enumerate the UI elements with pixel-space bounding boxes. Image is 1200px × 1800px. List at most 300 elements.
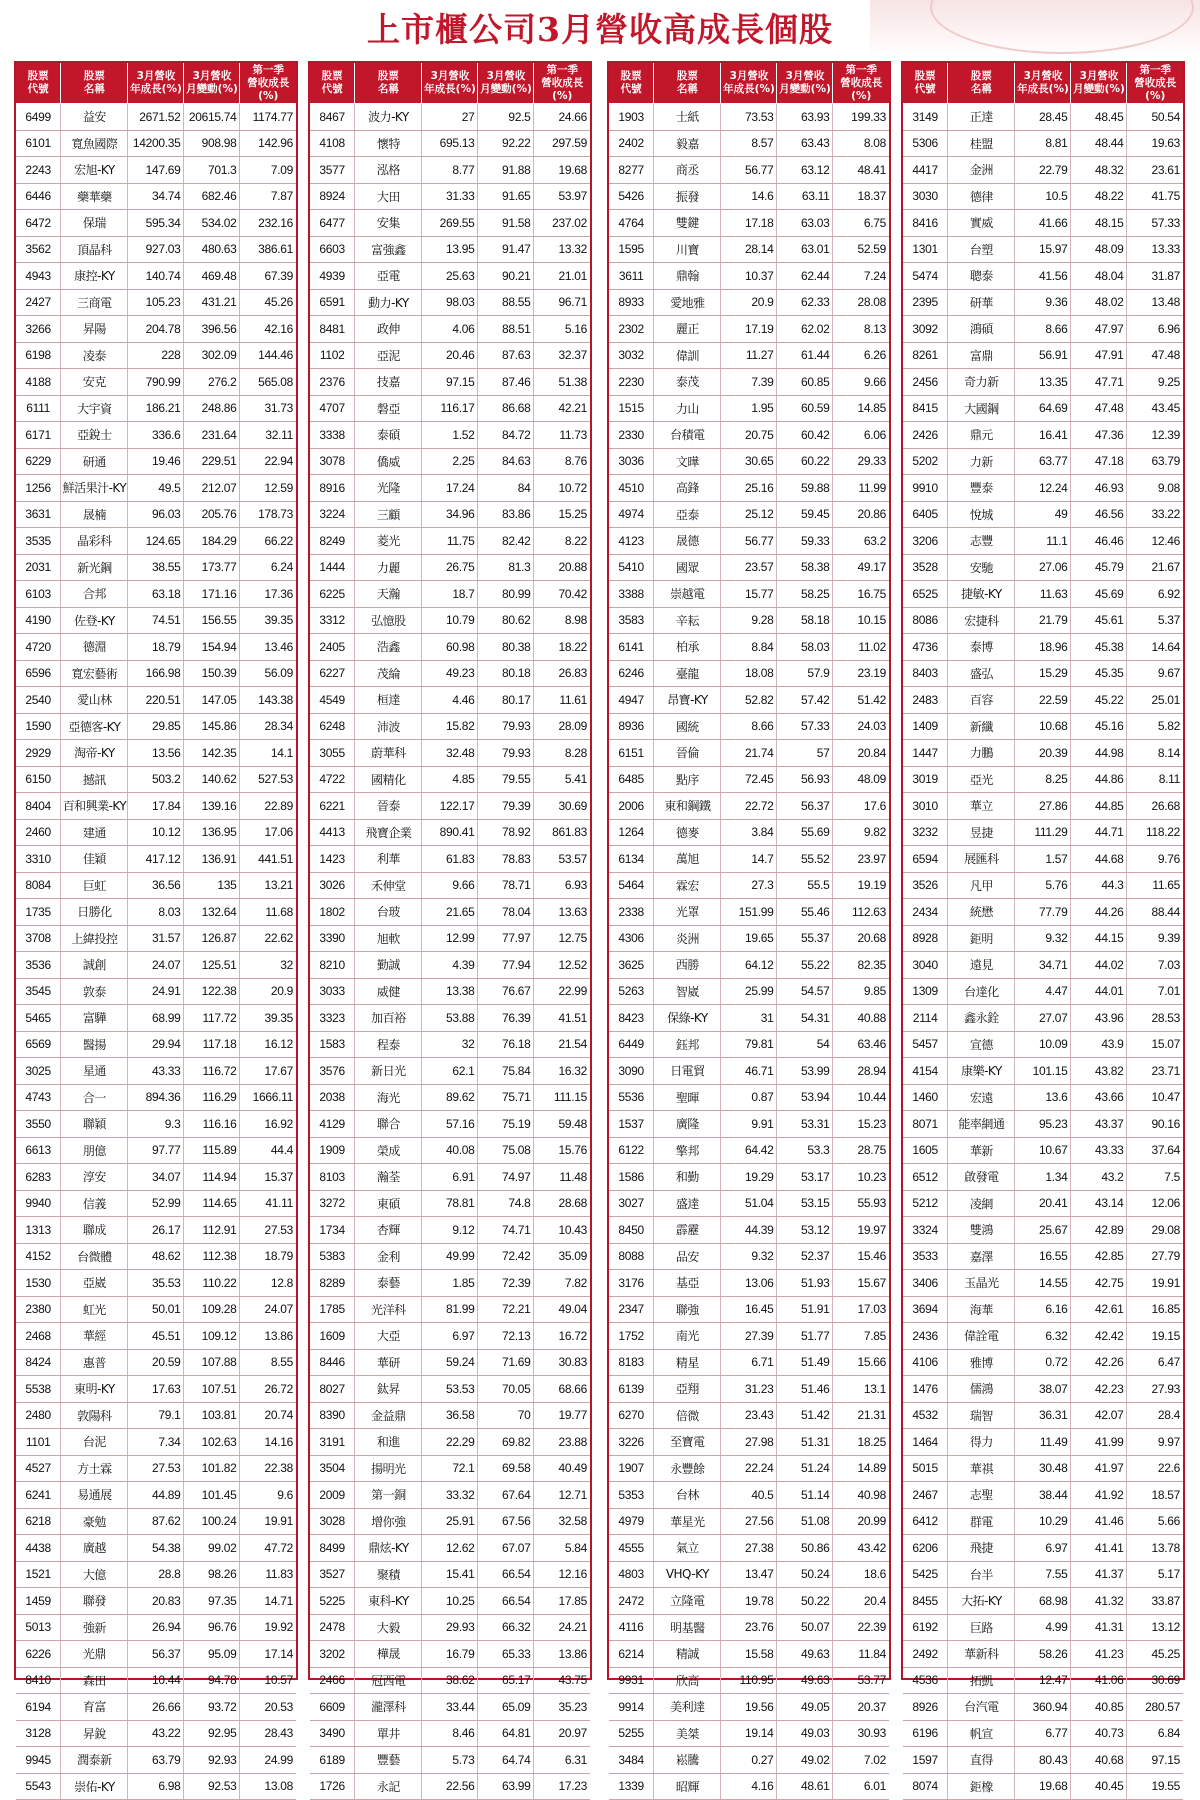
stock-code: 3176: [609, 1270, 654, 1297]
stock-code: 3324: [903, 1217, 948, 1244]
stock-code: 2114: [903, 1005, 948, 1032]
march-yoy: 21.74: [721, 740, 777, 767]
stock-code: 8249: [310, 528, 355, 555]
q1-growth: 9.97: [1127, 1429, 1183, 1456]
table-row: [16, 1641, 296, 1668]
march-mom: 77.97: [478, 925, 534, 952]
table-row: [903, 687, 1183, 714]
q1-growth: 6.47: [1127, 1349, 1183, 1376]
march-mom: 41.41: [1071, 1535, 1127, 1562]
stock-code: 1726: [310, 1773, 355, 1800]
march-yoy: 19.78: [721, 1588, 777, 1615]
q1-growth: 20.53: [240, 1694, 296, 1721]
march-mom: 88.51: [478, 316, 534, 343]
march-mom: 72.21: [478, 1296, 534, 1323]
march-mom: 72.42: [478, 1243, 534, 1270]
q1-growth: 6.93: [534, 872, 590, 899]
march-mom: 56.93: [777, 766, 833, 793]
march-yoy: 29.85: [128, 713, 184, 740]
table-row: [609, 899, 889, 926]
march-mom: 63.93: [777, 104, 833, 131]
march-yoy: 8.84: [721, 634, 777, 661]
q1-growth: 6.01: [833, 1773, 889, 1800]
table-row: [903, 236, 1183, 263]
stock-code: 5474: [903, 263, 948, 290]
march-yoy: 4.99: [1015, 1614, 1071, 1641]
stock-code: 6151: [609, 740, 654, 767]
march-mom: 80.38: [478, 634, 534, 661]
table-row: [609, 1402, 889, 1429]
march-yoy: 8.66: [721, 713, 777, 740]
stock-code: 8423: [609, 1005, 654, 1032]
stock-name: 倍微: [654, 1402, 721, 1429]
stock-code: 3032: [609, 342, 654, 369]
march-yoy: 8.57: [721, 130, 777, 157]
q1-growth: 527.53: [240, 766, 296, 793]
table-row: [609, 475, 889, 502]
stock-code: 6591: [310, 289, 355, 316]
table-row: [903, 1296, 1183, 1323]
stock-name: 新日光: [355, 1058, 422, 1085]
march-mom: 57: [777, 740, 833, 767]
march-mom: 51.77: [777, 1323, 833, 1350]
stock-name: 正達: [948, 104, 1015, 131]
stock-code: 1476: [903, 1376, 948, 1403]
march-mom: 51.42: [777, 1402, 833, 1429]
stock-code: 8103: [310, 1164, 355, 1191]
q1-growth: 12.39: [1127, 422, 1183, 449]
stock-name: 茂綸: [355, 660, 422, 687]
table-row: [609, 1614, 889, 1641]
stock-name: 展匯科: [948, 846, 1015, 873]
march-mom: 173.77: [184, 554, 240, 581]
march-mom: 41.97: [1071, 1455, 1127, 1482]
table-row: [16, 1349, 296, 1376]
march-yoy: 9.66: [422, 872, 478, 899]
table-row: [16, 475, 296, 502]
stock-code: 6226: [16, 1641, 61, 1668]
q1-growth: 6.84: [1127, 1720, 1183, 1747]
q1-growth: 32: [240, 952, 296, 979]
table-row: [609, 369, 889, 396]
table-row: [310, 501, 590, 528]
q1-growth: 14.85: [833, 395, 889, 422]
table-row: [16, 899, 296, 926]
table-row: [609, 289, 889, 316]
q1-growth: 22.94: [240, 448, 296, 475]
march-mom: 534.02: [184, 210, 240, 237]
table-row: [903, 740, 1183, 767]
stock-name: 力新: [948, 448, 1015, 475]
stock-code: 2480: [16, 1402, 61, 1429]
march-mom: 48.32: [1071, 157, 1127, 184]
march-mom: 80.17: [478, 687, 534, 714]
stock-name: 能率網通: [948, 1111, 1015, 1138]
table-row: [609, 846, 889, 873]
stock-code: 6122: [609, 1137, 654, 1164]
table-row: [16, 1429, 296, 1456]
march-yoy: 0.87: [721, 1084, 777, 1111]
march-mom: 43.82: [1071, 1058, 1127, 1085]
march-mom: 53.94: [777, 1084, 833, 1111]
stock-code: 3312: [310, 607, 355, 634]
stock-code: 3028: [310, 1508, 355, 1535]
q1-growth: 28.53: [1127, 1005, 1183, 1032]
march-mom: 46.46: [1071, 528, 1127, 555]
q1-growth: 31.87: [1127, 263, 1183, 290]
table-row: [16, 448, 296, 475]
q1-growth: 9.08: [1127, 475, 1183, 502]
stock-name: 藥華藥: [61, 183, 128, 210]
stock-name: 佐登-KY: [61, 607, 128, 634]
q1-growth: 9.39: [1127, 925, 1183, 952]
q1-growth: 37.64: [1127, 1137, 1183, 1164]
march-mom: 45.16: [1071, 713, 1127, 740]
march-yoy: 10.5: [1015, 183, 1071, 210]
stock-name: 大田: [355, 183, 422, 210]
q1-growth: 28.09: [534, 713, 590, 740]
stock-name: 德淵: [61, 634, 128, 661]
table-row: [16, 157, 296, 184]
q1-growth: 17.14: [240, 1641, 296, 1668]
table-row: [609, 501, 889, 528]
stock-name: 崇越電: [654, 581, 721, 608]
stock-name: 德麥: [654, 819, 721, 846]
stock-name: 禾伸堂: [355, 872, 422, 899]
march-mom: 136.95: [184, 819, 240, 846]
march-mom: 69.58: [478, 1455, 534, 1482]
stock-code: 8928: [903, 925, 948, 952]
stock-code: 6594: [903, 846, 948, 873]
table-row: [16, 607, 296, 634]
march-mom: 63.03: [777, 210, 833, 237]
march-mom: 229.51: [184, 448, 240, 475]
q1-growth: 13.33: [1127, 236, 1183, 263]
march-mom: 48.44: [1071, 130, 1127, 157]
march-yoy: 19.14: [721, 1720, 777, 1747]
stock-code: 1309: [903, 978, 948, 1005]
march-yoy: 22.56: [422, 1773, 478, 1800]
stock-code: 3631: [16, 501, 61, 528]
table-row: [310, 1190, 590, 1217]
table-row: [16, 1508, 296, 1535]
march-yoy: 6.71: [721, 1349, 777, 1376]
table-row: [310, 183, 590, 210]
stock-name: 亞光: [948, 766, 1015, 793]
table-row: [903, 899, 1183, 926]
q1-growth: 19.15: [1127, 1323, 1183, 1350]
march-yoy: 29.93: [422, 1614, 478, 1641]
q1-growth: 11.84: [833, 1641, 889, 1668]
stock-name: 康控-KY: [61, 263, 128, 290]
stock-name: 文曄: [654, 448, 721, 475]
march-yoy: 14.6: [721, 183, 777, 210]
stock-code: 2230: [609, 369, 654, 396]
q1-growth: 17.06: [240, 819, 296, 846]
march-yoy: 38.44: [1015, 1482, 1071, 1509]
q1-growth: 12.06: [1127, 1190, 1183, 1217]
stock-code: 3090: [609, 1058, 654, 1085]
stock-code: 6613: [16, 1137, 61, 1164]
march-yoy: 13.35: [1015, 369, 1071, 396]
stock-code: 1102: [310, 342, 355, 369]
q1-growth: 17.03: [833, 1296, 889, 1323]
q1-growth: 280.57: [1127, 1694, 1183, 1721]
q1-growth: 8.76: [534, 448, 590, 475]
q1-growth: 13.78: [1127, 1535, 1183, 1562]
table-row: [310, 1641, 590, 1668]
march-yoy: 26.17: [128, 1217, 184, 1244]
table-row: [16, 342, 296, 369]
march-mom: 117.72: [184, 1005, 240, 1032]
q1-growth: 6.26: [833, 342, 889, 369]
march-mom: 41.32: [1071, 1588, 1127, 1615]
stock-code: 5353: [609, 1482, 654, 1509]
table-row: [609, 978, 889, 1005]
q1-growth: 18.25: [833, 1429, 889, 1456]
stock-name: 統懋: [948, 899, 1015, 926]
q1-growth: 7.87: [240, 183, 296, 210]
march-mom: 63.43: [777, 130, 833, 157]
march-yoy: 166.98: [128, 660, 184, 687]
march-mom: 44.26: [1071, 899, 1127, 926]
march-yoy: 62.1: [422, 1058, 478, 1085]
q1-growth: 237.02: [534, 210, 590, 237]
table-row: [16, 1535, 296, 1562]
table-row: [903, 1190, 1183, 1217]
table-row: [310, 660, 590, 687]
header-march-mom: 3月營收 月變動(%): [1071, 63, 1127, 104]
march-mom: 48.61: [777, 1773, 833, 1800]
march-mom: 44.01: [1071, 978, 1127, 1005]
stock-name: 朋億: [61, 1137, 128, 1164]
stock-code: 8410: [16, 1667, 61, 1694]
stock-code: 6241: [16, 1482, 61, 1509]
q1-growth: 63.46: [833, 1031, 889, 1058]
march-mom: 42.89: [1071, 1217, 1127, 1244]
q1-growth: 16.72: [534, 1323, 590, 1350]
table-row: [903, 634, 1183, 661]
march-mom: 45.35: [1071, 660, 1127, 687]
stock-code: 1460: [903, 1084, 948, 1111]
stock-name: 百容: [948, 687, 1015, 714]
table-row: [16, 1614, 296, 1641]
q1-growth: 9.76: [1127, 846, 1183, 873]
march-yoy: 24.07: [128, 952, 184, 979]
march-yoy: 19.68: [1015, 1773, 1071, 1800]
stock-name: 聯強: [654, 1296, 721, 1323]
table-row: [903, 1137, 1183, 1164]
march-mom: 154.94: [184, 634, 240, 661]
table-row: [609, 1773, 889, 1800]
q1-growth: 19.19: [833, 872, 889, 899]
stock-code: 4438: [16, 1535, 61, 1562]
stock-name: 金洲: [948, 157, 1015, 184]
march-yoy: 1.34: [1015, 1164, 1071, 1191]
march-yoy: 10.44: [128, 1667, 184, 1694]
stock-name: 泰藝: [355, 1270, 422, 1297]
q1-growth: 82.35: [833, 952, 889, 979]
stock-name: 華經: [61, 1323, 128, 1350]
march-yoy: 25.67: [1015, 1217, 1071, 1244]
table-row: [903, 263, 1183, 290]
march-mom: 64.74: [478, 1747, 534, 1774]
stock-code: 3536: [16, 952, 61, 979]
march-mom: 145.86: [184, 713, 240, 740]
stock-code: 1590: [16, 713, 61, 740]
table-row: [903, 130, 1183, 157]
march-yoy: 59.24: [422, 1349, 478, 1376]
stock-code: 1597: [903, 1747, 948, 1774]
q1-growth: 31.73: [240, 395, 296, 422]
stock-code: 8499: [310, 1535, 355, 1562]
stock-code: 3026: [310, 872, 355, 899]
march-mom: 64.81: [478, 1720, 534, 1747]
march-mom: 66.54: [478, 1588, 534, 1615]
march-mom: 65.09: [478, 1694, 534, 1721]
march-mom: 76.67: [478, 978, 534, 1005]
march-mom: 90.21: [478, 263, 534, 290]
table-row: [609, 1641, 889, 1668]
table-row: [609, 925, 889, 952]
march-yoy: 22.79: [1015, 157, 1071, 184]
stock-code: 6206: [903, 1535, 948, 1562]
stock-code: 6227: [310, 660, 355, 687]
stock-name: 研通: [61, 448, 128, 475]
table-row: [310, 1588, 590, 1615]
march-mom: 184.29: [184, 528, 240, 555]
stock-code: 2472: [609, 1588, 654, 1615]
table-row: [609, 1084, 889, 1111]
table-row: [609, 342, 889, 369]
q1-growth: 7.5: [1127, 1164, 1183, 1191]
march-yoy: 22.72: [721, 793, 777, 820]
q1-growth: 17.36: [240, 581, 296, 608]
table-row: [903, 978, 1183, 1005]
march-mom: 42.26: [1071, 1349, 1127, 1376]
stock-code: 2483: [903, 687, 948, 714]
march-yoy: 26.75: [422, 554, 478, 581]
march-mom: 67.56: [478, 1508, 534, 1535]
stock-name: 泰茂: [654, 369, 721, 396]
table-row: [903, 554, 1183, 581]
q1-growth: 28.68: [534, 1190, 590, 1217]
march-mom: 100.24: [184, 1508, 240, 1535]
q1-growth: 59.48: [534, 1111, 590, 1138]
table-row: [310, 554, 590, 581]
table-row: [609, 1720, 889, 1747]
stock-name: 炎洲: [654, 925, 721, 952]
march-mom: 101.82: [184, 1455, 240, 1482]
march-yoy: 28.45: [1015, 104, 1071, 131]
table-row: [903, 157, 1183, 184]
stock-name: 合一: [61, 1084, 128, 1111]
q1-growth: 6.75: [833, 210, 889, 237]
stock-name: 毅嘉: [654, 130, 721, 157]
stock-name: 上緯投控: [61, 925, 128, 952]
stock-code: 8289: [310, 1270, 355, 1297]
q1-growth: 386.61: [240, 236, 296, 263]
stock-code: 4510: [609, 475, 654, 502]
stock-name: 醫揚: [61, 1031, 128, 1058]
march-mom: 40.68: [1071, 1747, 1127, 1774]
stock-code: 2478: [310, 1614, 355, 1641]
march-yoy: 503.2: [128, 766, 184, 793]
table-row: [609, 236, 889, 263]
table-row: [609, 634, 889, 661]
table-row: [609, 1561, 889, 1588]
q1-growth: 19.91: [240, 1508, 296, 1535]
march-yoy: 15.97: [1015, 236, 1071, 263]
q1-growth: 16.32: [534, 1058, 590, 1085]
march-mom: 41.31: [1071, 1614, 1127, 1641]
stock-code: 8415: [903, 395, 948, 422]
march-yoy: 27.56: [721, 1508, 777, 1535]
q1-growth: 11.48: [534, 1164, 590, 1191]
march-mom: 55.5: [777, 872, 833, 899]
stock-name: 台塑: [948, 236, 1015, 263]
march-yoy: 122.17: [422, 793, 478, 820]
table-row: [903, 1164, 1183, 1191]
stock-code: 5263: [609, 978, 654, 1005]
q1-growth: 112.63: [833, 899, 889, 926]
march-yoy: 25.99: [721, 978, 777, 1005]
stock-name: 亞泥: [355, 342, 422, 369]
march-yoy: 27: [422, 104, 478, 131]
march-mom: 52.37: [777, 1243, 833, 1270]
march-mom: 95.09: [184, 1641, 240, 1668]
stock-code: 2330: [609, 422, 654, 449]
q1-growth: 14.16: [240, 1429, 296, 1456]
march-yoy: 36.31: [1015, 1402, 1071, 1429]
stock-name: 聯合: [355, 1111, 422, 1138]
march-mom: 59.33: [777, 528, 833, 555]
stock-name: 第一銅: [355, 1482, 422, 1509]
march-yoy: 17.24: [422, 475, 478, 502]
stock-name: 亞電: [355, 263, 422, 290]
march-yoy: 28.8: [128, 1561, 184, 1588]
stock-code: 6512: [903, 1164, 948, 1191]
table-row: [16, 1270, 296, 1297]
q1-growth: 7.01: [1127, 978, 1183, 1005]
march-mom: 43.14: [1071, 1190, 1127, 1217]
q1-growth: 13.86: [534, 1641, 590, 1668]
march-yoy: 38.55: [128, 554, 184, 581]
march-mom: 109.12: [184, 1323, 240, 1350]
stock-name: 川寶: [654, 236, 721, 263]
stock-name: 擎邦: [654, 1137, 721, 1164]
march-mom: 91.88: [478, 157, 534, 184]
march-yoy: 6.91: [422, 1164, 478, 1191]
march-mom: 47.36: [1071, 422, 1127, 449]
table-row: [310, 1773, 590, 1800]
table-panel-3: [607, 61, 891, 1794]
stock-code: 5015: [903, 1455, 948, 1482]
table-row: [310, 581, 590, 608]
q1-growth: 66.22: [240, 528, 296, 555]
march-yoy: 13.06: [721, 1270, 777, 1297]
march-mom: 42.42: [1071, 1323, 1127, 1350]
stock-code: 4943: [16, 263, 61, 290]
stock-name: 大億: [61, 1561, 128, 1588]
march-yoy: 101.15: [1015, 1058, 1071, 1085]
march-mom: 55.46: [777, 899, 833, 926]
march-yoy: 6.16: [1015, 1296, 1071, 1323]
q1-growth: 29.33: [833, 448, 889, 475]
stock-name: 天瀚: [355, 581, 422, 608]
stock-name: 盛弘: [948, 660, 1015, 687]
stock-name: 弘憶股: [355, 607, 422, 634]
